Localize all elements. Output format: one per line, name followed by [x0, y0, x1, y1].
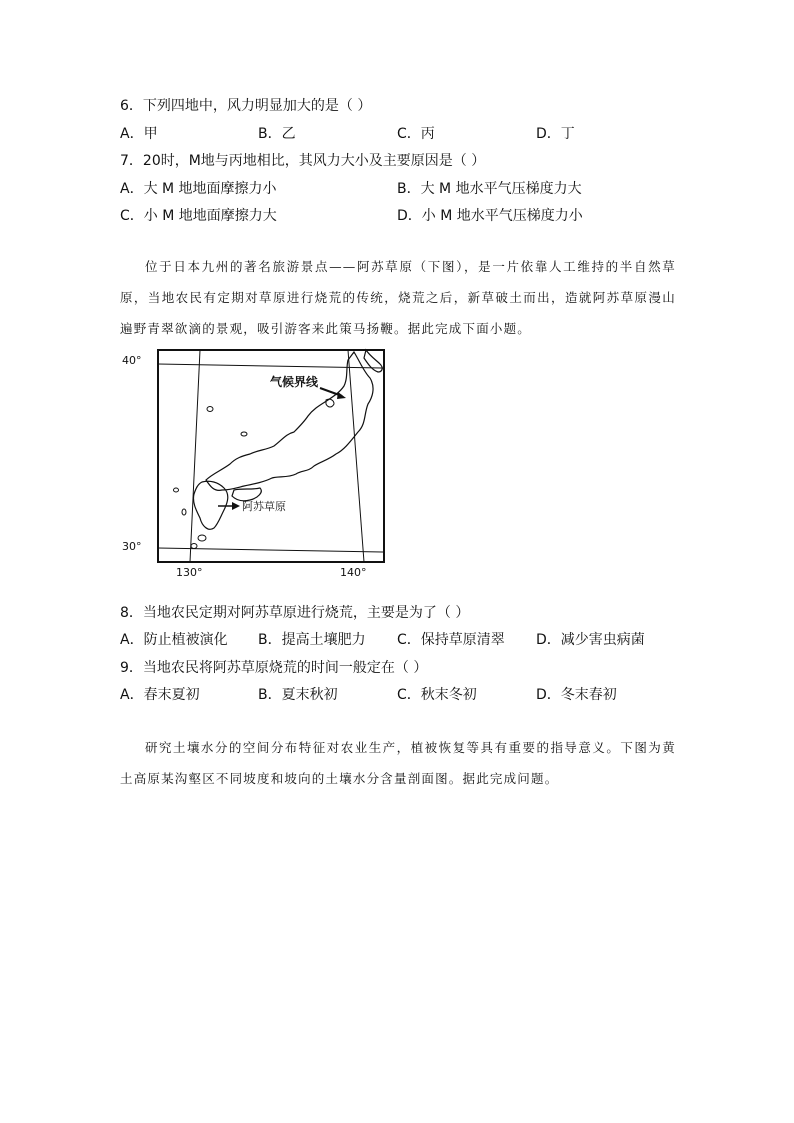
question-9-option-a[interactable]: A．春末夏初 — [120, 687, 200, 703]
latitude-line-30 — [158, 548, 384, 552]
hokkaido-outline — [364, 350, 382, 372]
longitude-140-label: 140° — [340, 566, 367, 579]
question-6-option-d[interactable]: D．丁 — [536, 126, 575, 142]
island-yakushima — [191, 544, 197, 549]
island-oki — [241, 432, 247, 436]
question-7-stem: 7．20时，M地与丙地相比，其风力大小及主要原因是（ ） — [120, 153, 486, 169]
question-7-option-c[interactable]: C．小 M 地地面摩擦力大 — [120, 208, 277, 224]
island-iki — [174, 488, 179, 492]
reading-passage-aso — [120, 251, 676, 344]
question-9-option-c[interactable]: C．秋末冬初 — [397, 687, 477, 703]
question-8-option-a[interactable]: A．防止植被演化 — [120, 632, 228, 648]
latitude-line-40 — [158, 364, 384, 368]
climate-arrow-head — [337, 392, 346, 399]
shikoku-outline — [232, 488, 261, 501]
question-8-option-c[interactable]: C．保持草原清翠 — [397, 632, 505, 648]
question-7-option-d[interactable]: D．小 M 地水平气压梯度力小 — [397, 208, 583, 224]
island-sado — [207, 407, 213, 412]
longitude-130-label: 130° — [176, 566, 203, 579]
question-9-option-b[interactable]: B．夏末秋初 — [258, 687, 338, 703]
longitude-line-130 — [190, 350, 200, 562]
question-6-stem: 6．下列四地中，风力明显加大的是（ ） — [120, 98, 372, 114]
aso-arrow-head — [232, 502, 240, 510]
question-8-option-b[interactable]: B．提高土壤肥力 — [258, 632, 366, 648]
aso-grassland-label: 阿苏草原 — [242, 500, 286, 513]
island-tanegashima — [198, 535, 206, 541]
question-7-option-a[interactable]: A．大 M 地地面摩擦力小 — [120, 181, 277, 197]
latitude-40-label: 40° — [122, 354, 142, 367]
longitude-line-140 — [348, 350, 364, 562]
japan-map-figure — [118, 342, 390, 580]
question-9-stem: 9．当地农民将阿苏草原烧荒的时间一般定在（ ） — [120, 660, 428, 676]
honshu-outline — [206, 352, 373, 490]
question-6-option-c[interactable]: C．丙 — [397, 126, 435, 142]
reading-passage-soil — [120, 732, 676, 794]
question-6-option-b[interactable]: B．乙 — [258, 126, 296, 142]
question-8-option-d[interactable]: D．减少害虫病菌 — [536, 632, 645, 648]
question-9-option-d[interactable]: D．冬末春初 — [536, 687, 617, 703]
passage-soil-text: 研究土壤水分的空间分布特征对农业生产，植被恢复等具有重要的指导意义。下图为黄土高原某沟壑区不同坡度和坡向的土壤水分含量剖面图。据此完成问题。 — [120, 740, 676, 786]
question-8-stem: 8．当地农民定期对阿苏草原进行烧荒，主要是为了（ ） — [120, 605, 470, 621]
climate-boundary-label: 气候界线 — [270, 375, 319, 389]
passage-aso-text: 位于日本九州的著名旅游景点——阿苏草原（下图），是一片依靠人工维持的半自然草原，当地农民有定期对草原进行烧荒的传统，烧荒之后，新草破土而出，造就阿苏草原漫山遍野青翠欲滴的景观，吸引游客来此策马扬鞭。据此完成下面小题。 — [120, 259, 676, 336]
question-6-option-a[interactable]: A．甲 — [120, 126, 158, 142]
island-goto — [182, 509, 186, 515]
question-7-option-b[interactable]: B．大 M 地水平气压梯度力大 — [397, 181, 582, 197]
latitude-30-label: 30° — [122, 540, 142, 553]
